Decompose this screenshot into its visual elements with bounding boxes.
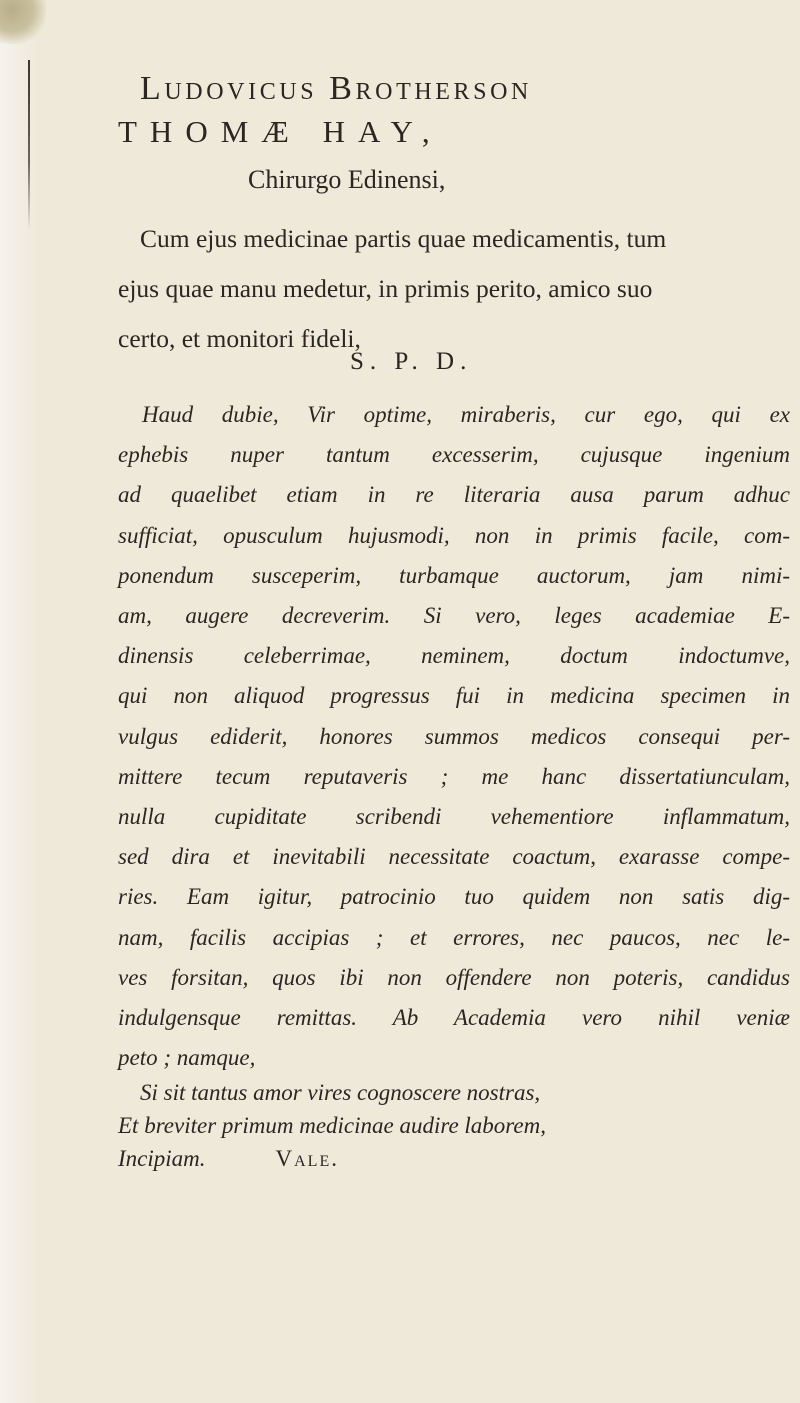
verse-line-final (118, 1142, 790, 1175)
addressee-role: Chirurgo Edinensi, (248, 165, 446, 194)
body-line: sed dira et inevitabili necessitate coactum, exarasse compe- (118, 844, 790, 870)
letter-body (118, 395, 790, 1078)
body-line: vulgus ediderit, honores summos medicos consequi per- (118, 723, 790, 749)
body-line: dinensis celeberrimae, neminem, doctum indoctumve, (118, 643, 790, 669)
page-stain (0, 0, 46, 44)
body-line: Haud dubie, Vir optime, miraberis, cur ego, qui ex (142, 402, 790, 427)
body-line: ves forsitan, quos ibi non offendere non poteris, candidus (118, 964, 790, 990)
binding-shadow (28, 60, 30, 230)
body-line: qui non aliquod progressus fui in medicina specimen in (118, 683, 790, 709)
body-line: peto ; namque, (118, 1045, 256, 1071)
body-line: mittere tecum reputaveris ; me hanc dissertatiunculam, (118, 763, 790, 789)
addressee-name: THOMÆ HAY, (118, 114, 443, 149)
verse-quotation (118, 1076, 790, 1175)
verse-line: Incipiam. (118, 1146, 206, 1171)
dedication-paragraph (118, 214, 790, 364)
body-line: ephebis nuper tantum excesserim, cujusque ingenium (118, 442, 790, 468)
body-line: nam, facilis accipias ; et errores, nec paucos, nec le- (118, 924, 790, 950)
document-page (118, 0, 790, 1403)
body-line: ad quaelibet etiam in re literaria ausa parum adhuc (118, 482, 790, 508)
body-line: nulla cupiditate scribendi vehementiore inflammatum, (118, 804, 790, 830)
verse-line: Et breviter primum medicinae audire laborem, (118, 1113, 546, 1138)
body-line: ries. Eam igitur, patrocinio tuo quidem non satis dig- (118, 884, 790, 910)
body-line: ponendum susceperim, turbamque auctorum, jam nimi- (118, 562, 790, 588)
page-edge (0, 0, 38, 1403)
dedication-line: ejus quae manu medetur, in primis perito, amico suo (118, 274, 653, 303)
body-line: am, augere decreverim. Si vero, leges academiae E- (118, 603, 790, 629)
verse-line: Si sit tantus amor vires cognoscere nostras, (140, 1080, 541, 1105)
salutation: S. P. D. (350, 348, 473, 375)
closing-vale: Vale. (275, 1146, 339, 1171)
dedication-line: certo, et monitori fideli, (118, 324, 361, 353)
dedication-line: Cum ejus medicinae partis quae medicamentis, tum (140, 224, 667, 253)
author-name: Ludovicus Brotherson (140, 70, 532, 107)
body-line: indulgensque remittas. Ab Academia vero nihil veniæ (118, 1005, 790, 1031)
body-line: sufficiat, opusculum hujusmodi, non in primis facile, com- (118, 522, 790, 548)
